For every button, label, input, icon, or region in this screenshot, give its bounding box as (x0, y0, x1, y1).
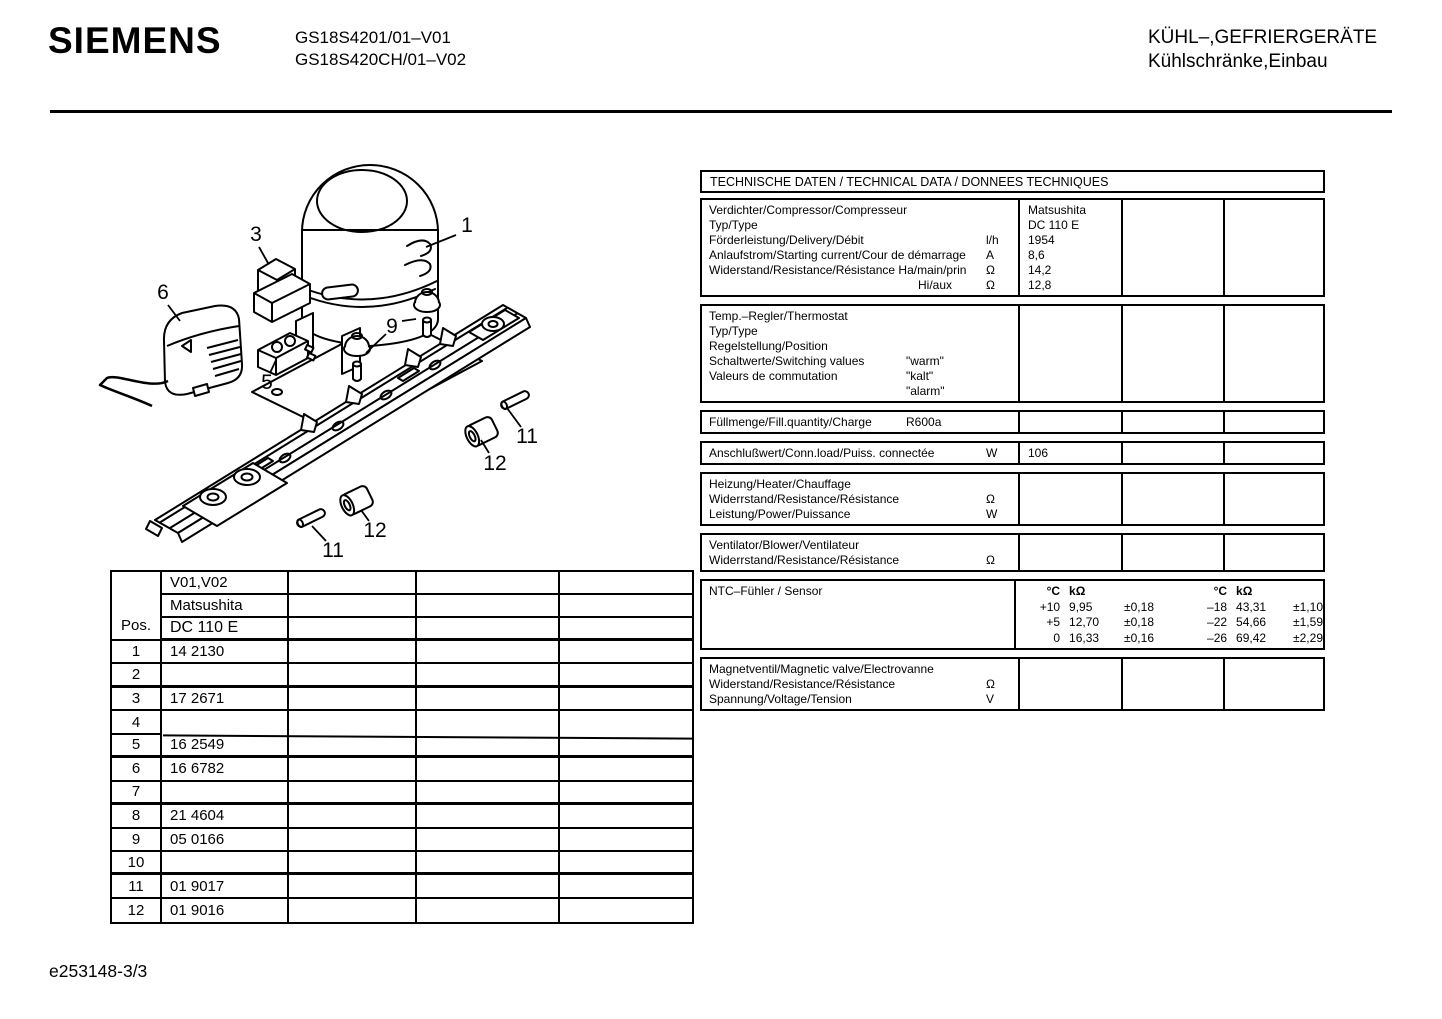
parts-row-empty (289, 758, 417, 781)
parts-row-empty (417, 829, 560, 852)
siemens-logo: SIEMENS (48, 20, 222, 61)
parts-brand: Matsushita (162, 595, 289, 618)
ntc-value: –18 (1207, 599, 1228, 614)
parts-table (110, 570, 694, 924)
tech-block-values (1020, 412, 1123, 432)
tech-value (1028, 538, 1117, 553)
parts-row-empty (417, 805, 560, 828)
callout-11-mid: 11 (322, 539, 344, 562)
parts-row-pos: 8 (112, 805, 162, 828)
parts-row-empty (560, 899, 692, 922)
parts-row-empty (560, 758, 692, 781)
ntc-value: +5 (1046, 615, 1061, 629)
parts-header-empty (417, 572, 560, 595)
parts-row-pos: 5 (112, 735, 162, 758)
technical-data-table (700, 170, 1325, 718)
tech-value (1028, 507, 1117, 522)
ntc-sensor-values (1016, 581, 1323, 648)
tech-empty-column (1225, 412, 1323, 432)
parts-row-empty (560, 875, 692, 898)
tech-value: 12,8 (1028, 278, 1052, 292)
parts-row-pos: 4 (112, 711, 162, 734)
ntc-col-header: kΩ (1236, 584, 1253, 598)
parts-row-pos: 10 (112, 852, 162, 875)
tech-label: Förderleistung/Delivery/Débit (709, 233, 864, 247)
parts-row-empty (289, 899, 417, 922)
ntc-value: –22 (1207, 615, 1228, 629)
tech-empty-column (1123, 535, 1225, 570)
parts-row-empty (560, 782, 692, 805)
tech-label: Widerrstand/Resistance/Résistance (709, 553, 900, 567)
ntc-value: 69,42 (1236, 630, 1267, 645)
tech-label: Heizung/Heater/Chauffage (709, 477, 851, 491)
parts-row-empty (289, 664, 417, 687)
ntc-value: –26 (1207, 630, 1228, 645)
tech-label (709, 384, 906, 399)
tech-label: Ventilator/Blower/Ventilateur (709, 538, 860, 552)
parts-row-part (162, 664, 289, 687)
tech-block-ventilator (700, 533, 1325, 572)
callout-1: 1 (461, 214, 473, 237)
parts-row-empty (417, 711, 560, 734)
ntc-value: 16,33 (1069, 630, 1100, 645)
parts-row-empty (289, 829, 417, 852)
tech-label: Anlaufstrom/Starting current/Cour de démarrage (709, 248, 966, 262)
tech-value: 1954 (1028, 233, 1055, 247)
ntc-value: ±0,18 (1124, 599, 1154, 614)
tech-label: Leistung/Power/Puissance (709, 507, 851, 521)
ntc-value: 54,66 (1236, 615, 1267, 629)
starter-wire (100, 377, 168, 406)
tech-label: Spannung/Voltage/Tension (709, 692, 852, 706)
tech-unit: Ω (986, 278, 995, 292)
callout-6: 6 (157, 281, 169, 304)
tech-block-labels (702, 412, 1020, 432)
parts-header-empty (289, 572, 417, 595)
tech-value: Matsushita (1028, 203, 1087, 217)
tech-value: 106 (1028, 446, 1049, 460)
parts-row-part: 01 9017 (162, 875, 289, 898)
parts-header-empty (560, 618, 692, 641)
ntc-value: +10 (1039, 599, 1061, 614)
parts-row-empty (560, 711, 692, 734)
ntc-value: 9,95 (1069, 599, 1093, 614)
header-divider (50, 110, 1392, 113)
parts-row-empty (289, 782, 417, 805)
ntc-col-header: °C (1046, 584, 1061, 598)
tech-block-anschlusswert (700, 441, 1325, 465)
tech-block-values (1020, 306, 1123, 401)
parts-type: DC 110 E (162, 618, 289, 641)
tech-label: Hi/aux (917, 278, 952, 292)
parts-row-empty (417, 875, 560, 898)
model-line-1: GS18S4201/01–V01 (295, 28, 451, 47)
tech-unit: l/h (986, 233, 999, 247)
ntc-col-header (1293, 584, 1323, 600)
tech-label: NTC–Fühler / Sensor (709, 584, 823, 598)
tech-block-thermostat (700, 304, 1325, 403)
parts-row-empty (417, 664, 560, 687)
tech-unit: Ω (986, 263, 995, 277)
tech-unit: W (986, 507, 998, 521)
category-line-2: Kühlschränke,Einbau (1148, 51, 1328, 72)
starter-box (100, 306, 242, 406)
tech-label: Schaltwerte/Switching values (709, 354, 865, 368)
ntc-col-header (1124, 584, 1182, 600)
parts-row-empty (289, 688, 417, 711)
parts-row-pos: 7 (112, 782, 162, 805)
tech-empty-column (1123, 474, 1225, 524)
parts-row-part: 16 2549 (162, 735, 289, 758)
tech-mid-value: "warm" (906, 354, 944, 368)
tech-block-magnetventil (700, 657, 1325, 711)
ntc-value: ±2,29 (1293, 630, 1323, 645)
parts-row-pos: 6 (112, 758, 162, 781)
parts-row-part: 14 2130 (162, 641, 289, 664)
tech-value: DC 110 E (1028, 218, 1080, 232)
tech-block-labels (702, 443, 1020, 463)
tech-unit: Ω (986, 492, 995, 506)
parts-row-part (162, 711, 289, 734)
compressor-body (302, 230, 438, 346)
tech-label: Typ/Type (709, 324, 758, 338)
callout-5: 5 (261, 371, 273, 394)
tech-block-labels (702, 474, 1020, 524)
parts-header-empty (417, 595, 560, 618)
parts-row-pos: 12 (112, 899, 162, 922)
callout-9: 9 (386, 315, 398, 338)
tech-block-values (1020, 474, 1123, 524)
tech-empty-column (1225, 306, 1323, 401)
ntc-value: ±1,10 (1293, 599, 1323, 614)
tech-block-labels (702, 581, 1016, 648)
tech-unit: Ω (986, 677, 995, 691)
tech-mid-value: R600a (906, 415, 942, 429)
parts-row-part: 17 2671 (162, 688, 289, 711)
ntc-value: 0 (1053, 630, 1061, 645)
parts-row-empty (417, 782, 560, 805)
parts-row-empty (289, 711, 417, 734)
parts-header-empty (417, 618, 560, 641)
parts-header-empty (560, 595, 692, 618)
ntc-col-header: kΩ (1069, 584, 1086, 598)
tech-block-values (1020, 443, 1123, 463)
parts-row-empty (417, 641, 560, 664)
tech-value (1028, 324, 1117, 339)
callout-12-mid: 12 (363, 519, 387, 542)
parts-row-pos: 9 (112, 829, 162, 852)
parts-row-empty (417, 688, 560, 711)
tech-value (1028, 415, 1117, 430)
parts-row-pos: 3 (112, 688, 162, 711)
tech-label: Temp.–Regler/Thermostat (709, 309, 848, 323)
tech-block-values (1020, 659, 1123, 709)
tech-empty-column (1123, 306, 1225, 401)
parts-row-part: 16 6782 (162, 758, 289, 781)
tech-label: Regelstellung/Position (709, 339, 828, 353)
tech-table-blocks (700, 198, 1325, 711)
ntc-value: ±0,18 (1124, 615, 1154, 629)
ntc-col-header: °C (1213, 584, 1228, 598)
parts-row-empty (560, 641, 692, 664)
model-line-2: GS18S420CH/01–V02 (295, 50, 467, 69)
tech-label: Valeurs de commutation (709, 369, 838, 383)
tech-block-ntc (700, 579, 1325, 650)
tech-label: Typ/Type (709, 218, 758, 232)
tech-label: Widerstand/Resistance/Résistance Ha/main/prin (709, 263, 967, 277)
tech-unit: A (986, 248, 995, 262)
tech-block-labels (702, 659, 1020, 709)
ntc-value: 43,31 (1236, 599, 1267, 614)
tech-value (1028, 384, 1117, 399)
tech-unit: Ω (986, 553, 995, 567)
tech-value: 14,2 (1028, 263, 1052, 277)
parts-row-empty (289, 805, 417, 828)
appliance-category (1148, 26, 1377, 74)
callout-3: 3 (250, 223, 262, 246)
model-numbers (295, 27, 466, 71)
ntc-value: ±1,59 (1293, 615, 1323, 629)
parts-header-empty (289, 618, 417, 641)
tech-label: Magnetventil/Magnetic valve/Electrovanne (709, 662, 934, 676)
parts-header-empty (560, 572, 692, 595)
parts-row-empty (289, 641, 417, 664)
tech-unit: W (986, 446, 998, 460)
tech-unit: V (986, 692, 995, 706)
tech-label: Widerstand/Resistance/Résistance (709, 677, 896, 691)
parts-row-empty (417, 899, 560, 922)
document-number: e253148-3/3 (49, 961, 148, 981)
parts-row-empty (289, 875, 417, 898)
tech-empty-column (1123, 659, 1225, 709)
tech-block-fuellmenge (700, 410, 1325, 434)
tech-value (1028, 339, 1117, 354)
tech-empty-column (1225, 443, 1323, 463)
tech-block-labels (702, 200, 1020, 295)
tech-block-heizung (700, 472, 1325, 526)
parts-row-empty (560, 829, 692, 852)
parts-header-empty (289, 595, 417, 618)
tech-empty-column (1123, 443, 1225, 463)
parts-row-empty (560, 688, 692, 711)
tech-label: Verdichter/Compressor/Compresseur (709, 203, 908, 217)
parts-row-part: 21 4604 (162, 805, 289, 828)
tech-block-labels (702, 306, 1020, 401)
tech-value (1028, 492, 1117, 507)
parts-row-part: 05 0166 (162, 829, 289, 852)
tech-table-title: TECHNISCHE DATEN / TECHNICAL DATA / DONNEES TECHNIQUES (710, 174, 1109, 189)
tech-mid-value: "alarm" (906, 384, 945, 398)
parts-row-empty (289, 852, 417, 875)
tech-empty-column (1225, 474, 1323, 524)
tech-empty-column (1225, 659, 1323, 709)
tech-block-values (1020, 535, 1123, 570)
parts-row-empty (289, 735, 417, 758)
parts-variant-header: V01,V02 (162, 572, 289, 595)
tech-empty-column (1123, 200, 1225, 295)
tech-mid-value: "kalt" (906, 369, 934, 383)
tech-empty-column (1225, 535, 1323, 570)
tech-block-labels (702, 535, 1020, 570)
tech-value: 8,6 (1028, 248, 1045, 262)
ntc-value: ±0,16 (1124, 630, 1154, 645)
parts-pos-header: Pos. (112, 572, 162, 641)
callout-11-right: 11 (516, 425, 538, 448)
tech-value (1028, 677, 1117, 692)
tech-table-title-box (700, 170, 1325, 193)
tech-value (1028, 354, 1117, 369)
parts-row-part: 01 9016 (162, 899, 289, 922)
parts-row-empty (560, 664, 692, 687)
tech-block-values (1020, 200, 1123, 295)
category-line-1: KÜHL–,GEFRIERGERÄTE (1148, 27, 1378, 48)
tech-value (1028, 553, 1117, 568)
parts-row-pos: 11 (112, 875, 162, 898)
tech-value (1028, 369, 1117, 384)
tech-value (1028, 692, 1117, 707)
tech-empty-column (1225, 200, 1323, 295)
parts-row-pos: 2 (112, 664, 162, 687)
tech-value (1028, 662, 1117, 677)
tech-block-verdichter (700, 198, 1325, 297)
ntc-value: 12,70 (1069, 615, 1100, 629)
parts-row-pos: 1 (112, 641, 162, 664)
tech-value (1028, 477, 1117, 492)
exploded-diagram (55, 140, 570, 575)
tech-label: Anschlußwert/Conn.load/Puiss. connectée (709, 446, 935, 460)
parts-row-empty (560, 805, 692, 828)
parts-row-empty (560, 852, 692, 875)
parts-row-part (162, 782, 289, 805)
tech-label: Widerrstand/Resistance/Résistance (709, 492, 900, 506)
tech-empty-column (1123, 412, 1225, 432)
callout-12-right: 12 (483, 452, 507, 475)
tech-value (1028, 309, 1117, 324)
parts-row-empty (417, 758, 560, 781)
parts-row-empty (417, 852, 560, 875)
parts-row-part (162, 852, 289, 875)
tech-label: Füllmenge/Fill.quantity/Charge (709, 415, 872, 429)
